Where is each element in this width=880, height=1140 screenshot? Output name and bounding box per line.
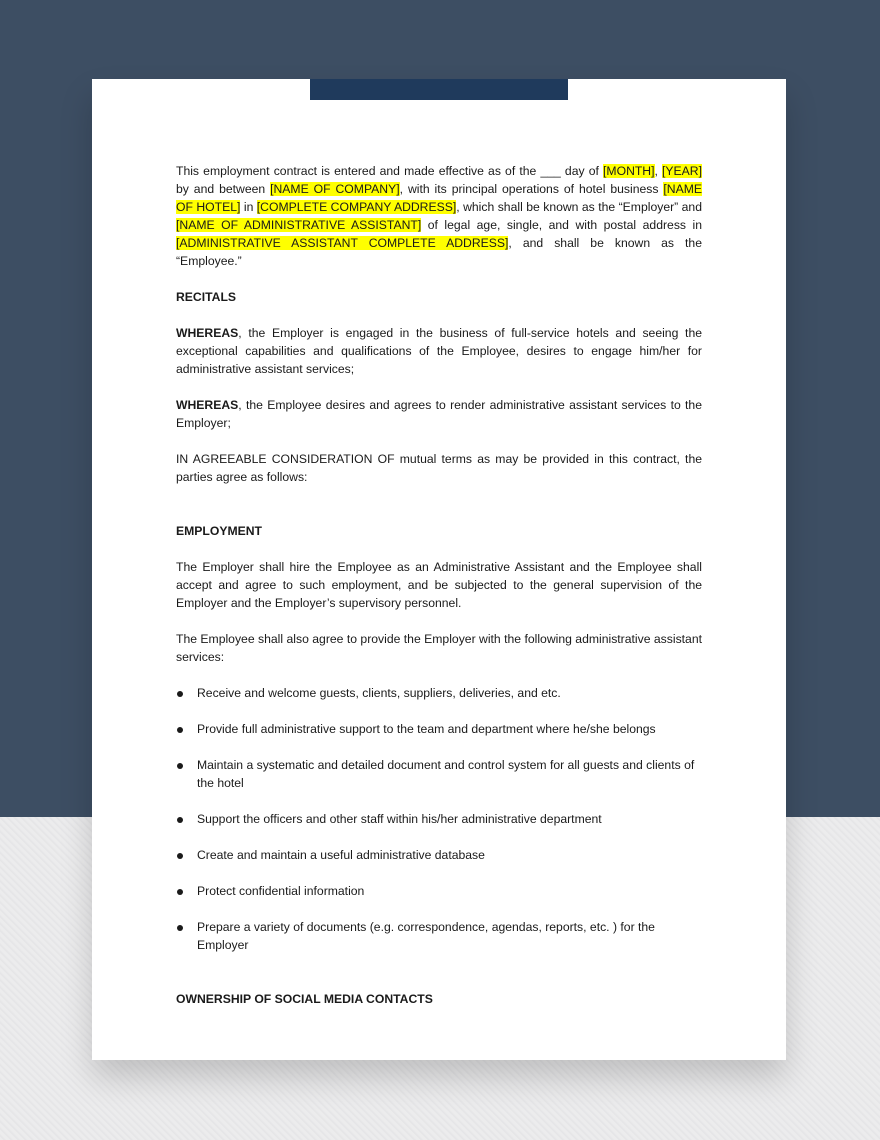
list-item <box>176 720 702 738</box>
list-item <box>176 918 702 954</box>
list-item <box>176 810 702 828</box>
month-placeholder: [MONTH] <box>603 164 655 178</box>
company-address-placeholder: [COMPLETE COMPANY ADDRESS] <box>256 200 457 214</box>
consideration-paragraph: IN AGREEABLE CONSIDERATION OF mutual terms as may be provided in this contract, the parties agree as follows: <box>176 452 702 484</box>
whereas-text: , the Employee desires and agrees to render administrative assistant services to the Employer; <box>176 398 702 430</box>
bullet-icon <box>177 925 183 931</box>
intro-text: in <box>240 200 257 214</box>
list-item <box>176 684 702 702</box>
bullet-icon <box>177 853 183 859</box>
whereas-label: WHEREAS <box>176 398 239 412</box>
duty-text: Receive and welcome guests, clients, suppliers, deliveries, and etc. <box>197 686 561 700</box>
duty-text: Maintain a systematic and detailed document and control system for all guests and clients of the hotel <box>197 758 695 790</box>
document-body <box>176 162 702 1026</box>
employment-paragraph-2: The Employee shall also agree to provide the Employer with the following administrative assistant services: <box>176 632 702 664</box>
duty-text: Provide full administrative support to the team and department where he/she belongs <box>197 722 656 736</box>
intro-text: by and between <box>176 182 271 196</box>
header-accent-bar <box>310 79 568 100</box>
whereas-text: , the Employer is engaged in the business of full-service hotels and seeing the exceptional capabilities and qualifications of the Employee, desires to engage him/her for administrative assistant services; <box>176 326 702 376</box>
intro-text: , and shall be known as the “Employee.” <box>176 236 702 268</box>
intro-text: , with its principal operations of hotel business <box>399 182 664 196</box>
duty-text: Create and maintain a useful administrative database <box>197 848 485 862</box>
whereas-label: WHEREAS <box>176 326 239 340</box>
hotel-name-placeholder: [NAME OF HOTEL] <box>176 182 702 214</box>
whereas-paragraph-1 <box>176 324 702 378</box>
bullet-icon <box>177 727 183 733</box>
assistant-name-placeholder: [NAME OF ADMINISTRATIVE ASSISTANT] <box>176 218 422 232</box>
intro-text: of legal age, single, and with postal address in <box>421 218 702 232</box>
social-media-heading: OWNERSHIP OF SOCIAL MEDIA CONTACTS <box>176 992 433 1006</box>
duty-text: Support the officers and other staff within his/her administrative department <box>197 812 602 826</box>
company-name-placeholder: [NAME OF COMPANY] <box>270 182 400 196</box>
year-placeholder: [YEAR] <box>662 164 702 178</box>
document-page <box>92 79 786 1060</box>
intro-text: This employment contract is entered and made effective as of the ___ day of <box>176 164 604 178</box>
whereas-paragraph-2 <box>176 396 702 432</box>
intro-text: , <box>654 164 663 178</box>
duties-list <box>176 684 702 954</box>
bullet-icon <box>177 817 183 823</box>
recitals-heading: RECITALS <box>176 290 237 304</box>
bullet-icon <box>177 763 183 769</box>
duty-text: Protect confidential information <box>197 884 365 898</box>
duty-text: Prepare a variety of documents (e.g. correspondence, agendas, reports, etc. ) for the Employer <box>197 920 655 952</box>
intro-paragraph <box>176 162 702 270</box>
employment-paragraph-1: The Employer shall hire the Employee as an Administrative Assistant and the Employee shall accept and agree to such employment, and be subjected to the general supervision of the Employer and the Employer’s supervisory personnel. <box>176 560 702 610</box>
list-item <box>176 882 702 900</box>
assistant-address-placeholder: [ADMINISTRATIVE ASSISTANT COMPLETE ADDRESS] <box>176 236 509 250</box>
intro-text: , which shall be known as the “Employer” and <box>456 200 702 214</box>
bullet-icon <box>177 889 183 895</box>
bullet-icon <box>177 691 183 697</box>
employment-heading: EMPLOYMENT <box>176 524 262 538</box>
list-item <box>176 846 702 864</box>
list-item <box>176 756 702 792</box>
